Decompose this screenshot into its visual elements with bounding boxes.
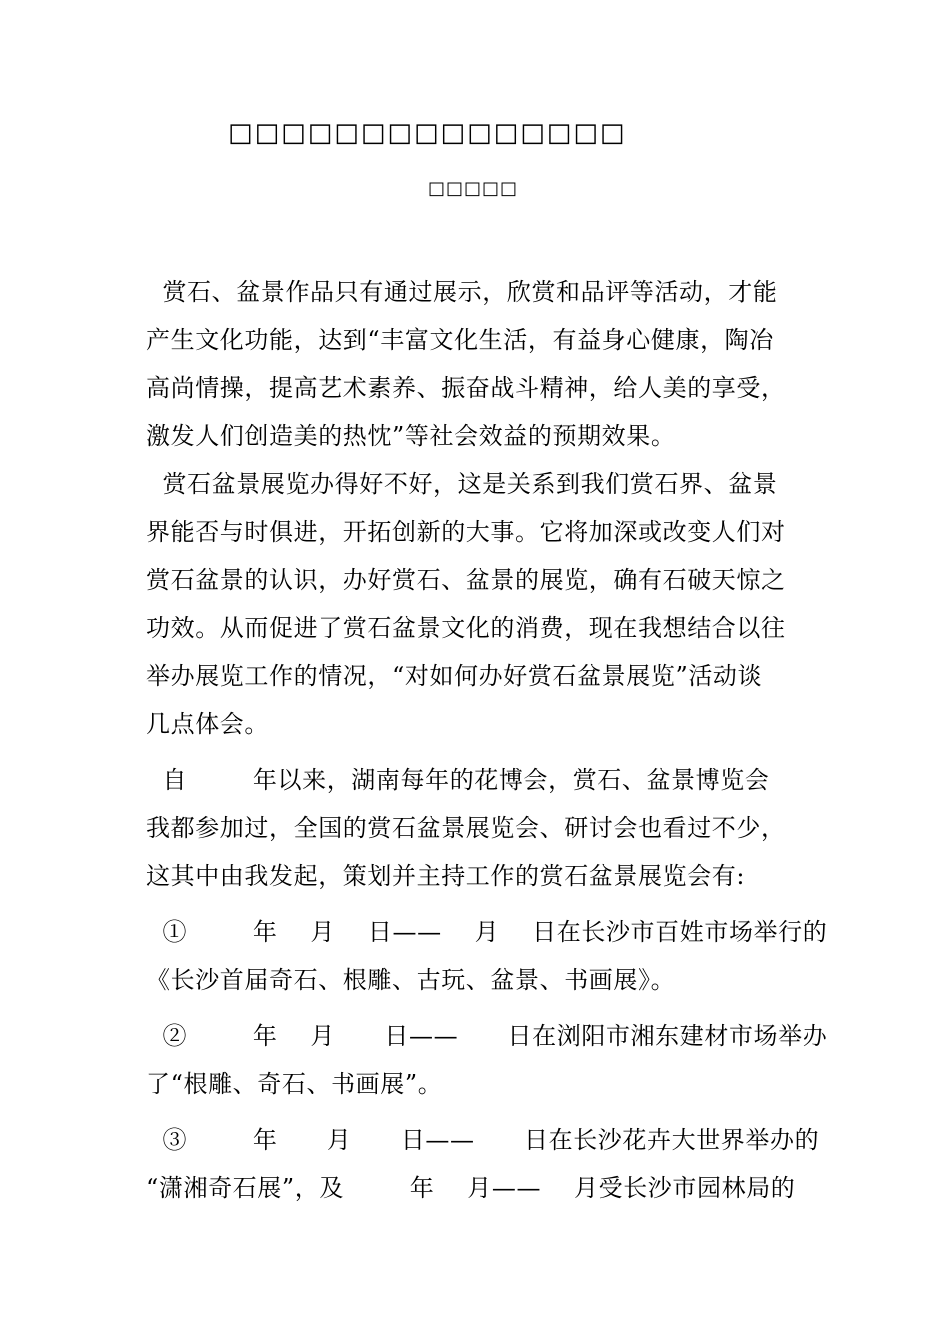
body-line: 了“根雕、奇石、书画展”。 (146, 1070, 443, 1098)
body-line: 界能否与时俱进，开拓创新的大事。它将加深或改变人们对 (146, 518, 786, 546)
body-line: 产生文化功能，达到“丰富文化生活，有益身心健康，陶冶 (146, 326, 774, 354)
document-author: □□□□□ (428, 178, 519, 199)
body-line: 赏石、盆景作品只有通过展示，欣赏和品评等活动，才能 (146, 278, 778, 306)
body-line: “潇湘奇石展”，及 年 月—— 月受长沙市园林局的 (146, 1174, 796, 1202)
body-line: 举办展览工作的情况，“对如何办好赏石盆景展览”活动谈 (146, 662, 763, 690)
body-line: ② 年 月 日—— 日在浏阳市湘东建材市场举办 (146, 1022, 828, 1050)
body-line: 功效。从而促进了赏石盆景文化的消费，现在我想结合以往 (146, 614, 786, 642)
body-line: 我都参加过，全国的赏石盆景展览会、研讨会也看过不少， (146, 814, 786, 842)
body-line: 高尚情操，提高艺术素养、振奋战斗精神，给人美的享受， (146, 374, 786, 402)
body-line: ③ 年 月 日—— 日在长沙花卉大世界举办的 (146, 1126, 820, 1154)
document-title: □□□□□□□□□□□□□□□ (228, 118, 627, 148)
body-line: 几点体会。 (146, 710, 269, 738)
body-line: ① 年 月 日—— 月 日在长沙市百姓市场举行的 (146, 918, 828, 946)
body-line: 自 年以来，湖南每年的花博会，赏石、盆景博览会 (146, 766, 770, 794)
body-line: 赏石盆景的认识，办好赏石、盆景的展览，确有石破天惊之 (146, 566, 786, 594)
body-line: 激发人们创造美的热忱”等社会效益的预期效果。 (146, 422, 676, 450)
body-line: 这其中由我发起，策划并主持工作的赏石盆景展览会有: (146, 862, 746, 890)
body-line: 《长沙首届奇石、根雕、古玩、盆景、书画展》。 (146, 966, 676, 994)
body-line: 赏石盆景展览办得好不好，这是关系到我们赏石界、盆景 (146, 470, 778, 498)
